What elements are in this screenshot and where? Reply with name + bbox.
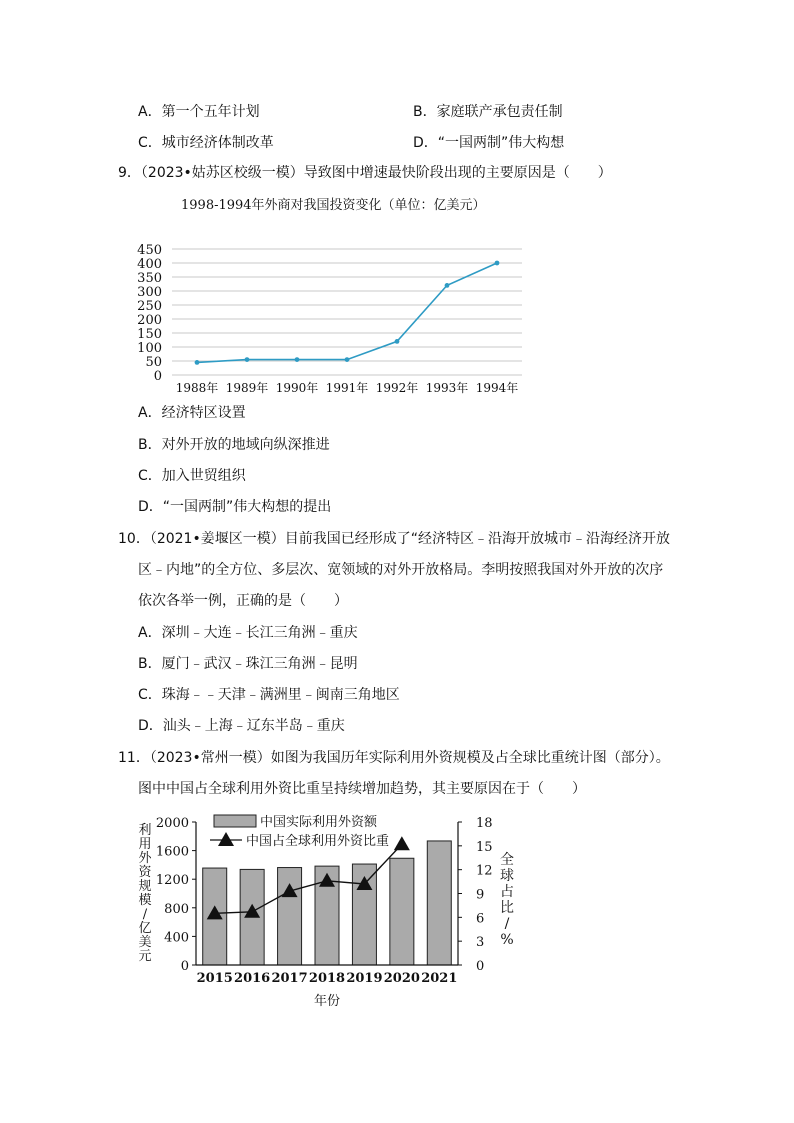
chart2-x-tick: 2016 xyxy=(234,971,271,986)
chart1-data-point xyxy=(295,357,300,362)
q8-option-b: B．家庭联产承包责任制 xyxy=(413,104,563,120)
q9-option-b: B．对外开放的地域向纵深推进 xyxy=(138,437,330,453)
chart1-data-point xyxy=(445,283,450,288)
chart1-y-tick: 150 xyxy=(137,327,162,342)
chart2-y-left-label-char: 利 xyxy=(138,823,152,838)
q9-option-d: D．“一国两制”伟大构想的提出 xyxy=(138,499,332,515)
chart2-triangle-marker xyxy=(394,836,410,850)
chart1-y-tick: 350 xyxy=(137,271,162,286)
chart2-y-left-label-char: 元 xyxy=(138,949,152,964)
chart1-y-tick: 200 xyxy=(137,313,162,328)
chart2-y-left-label-char: 亿 xyxy=(138,921,152,936)
chart1-y-tick: 250 xyxy=(137,299,162,314)
chart2-y-left-label-char: / xyxy=(142,907,148,922)
chart2-right-tick: 3 xyxy=(476,935,485,951)
chart2-left-tick: 1600 xyxy=(155,844,189,860)
chart2-right-tick: 9 xyxy=(476,887,485,903)
chart2-x-tick: 2017 xyxy=(271,971,308,986)
chart1-data-point xyxy=(245,357,250,362)
chart1-x-tick: 1989年 xyxy=(225,381,269,395)
chart2-x-tick: 2015 xyxy=(196,971,233,986)
chart2-y-left-label-char: 外 xyxy=(138,851,152,866)
chart1-data-point xyxy=(195,360,200,365)
q9-stem: 9．（2023•姑苏区校级一模）导致图中增速最快阶段出现的主要原因是（ ） xyxy=(118,165,612,181)
chart2-right-tick: 15 xyxy=(476,839,493,855)
chart1-y-tick: 100 xyxy=(137,341,162,356)
chart2-left-tick: 400 xyxy=(164,930,189,946)
chart2-y-right-label-char: 全 xyxy=(500,852,514,868)
chart2-bar xyxy=(278,868,302,965)
chart2-bar-line-chart xyxy=(130,810,540,1010)
q10-stem-line2: 区﹣内地”的全方位、多层次、宽领域的对外开放格局。李明按照我国对外开放的次序 xyxy=(138,562,664,578)
chart2-x-tick: 2021 xyxy=(421,971,458,986)
q8-option-c: C．城市经济体制改革 xyxy=(138,135,274,151)
q8-option-d: D．“一国两制”伟大构想 xyxy=(413,135,565,151)
chart2-x-tick: 2018 xyxy=(308,971,346,986)
chart2-right-tick: 6 xyxy=(476,911,485,927)
chart2-left-tick: 1200 xyxy=(155,873,189,889)
q8-option-a: A．第一个五年计划 xyxy=(138,104,260,120)
chart2-right-tick: 12 xyxy=(476,863,493,879)
chart1-y-tick: 50 xyxy=(145,355,162,370)
chart2-legend-bar-swatch xyxy=(214,815,256,827)
chart1-data-point xyxy=(345,357,350,362)
chart1-x-tick: 1988年 xyxy=(175,381,219,395)
chart1-y-tick: 0 xyxy=(153,369,162,384)
chart2-x-tick: 2019 xyxy=(346,971,383,986)
chart1-x-tick: 1994年 xyxy=(475,381,519,395)
chart2-legend-bar-label: 中国实际利用外资额 xyxy=(260,815,378,830)
chart2-left-tick: 0 xyxy=(180,959,189,974)
q9-option-c: C．加入世贸组织 xyxy=(138,468,246,484)
chart2-bar xyxy=(390,858,414,965)
q10-stem-line3: 依次各举一例，正确的是（ ） xyxy=(138,593,348,609)
chart2-y-right-label-char: 比 xyxy=(500,900,514,916)
chart1-x-tick: 1991年 xyxy=(325,381,369,395)
chart1-y-tick: 300 xyxy=(137,285,162,300)
chart2-bar xyxy=(427,841,451,965)
chart2-y-left-label-char: 美 xyxy=(138,935,152,950)
chart1-title: 1998-1994年外商对我国投资变化（单位：亿美元） xyxy=(181,198,486,213)
chart2-x-tick: 2020 xyxy=(383,971,420,986)
chart1-x-tick: 1990年 xyxy=(275,381,319,395)
chart2-x-label: 年份 xyxy=(313,994,341,1009)
chart2-left-tick: 800 xyxy=(164,901,189,917)
q10-option-d: D．汕头﹣上海﹣辽东半岛﹣重庆 xyxy=(138,718,345,734)
chart1-x-tick: 1992年 xyxy=(375,381,419,395)
q10-option-a: A．深圳﹣大连﹣长江三角洲﹣重庆 xyxy=(138,625,358,641)
chart2-y-left-label-char: 规 xyxy=(138,879,152,894)
chart2-right-tick: 0 xyxy=(476,959,485,974)
chart1-data-point xyxy=(495,261,500,266)
chart2-y-right-label-char: 占 xyxy=(500,884,514,900)
chart1-data-point xyxy=(395,339,400,344)
chart2-y-right-label-char: / xyxy=(504,916,510,932)
q11-stem-line2: 图中中国占全球利用外资比重呈持续增加趋势，其主要原因在于（ ） xyxy=(138,781,586,797)
q11-stem-line1: 11．（2023•常州一模）如图为我国历年实际利用外资规模及占全球比重统计图（部分）。 xyxy=(118,750,670,766)
chart2-legend-triangle xyxy=(218,832,234,846)
q10-stem-line1: 10．（2021•姜堰区一模）目前我国已经形成了“经济特区﹣沿海开放城市﹣沿海经济开放 xyxy=(118,531,670,547)
chart1-y-tick: 400 xyxy=(137,257,162,272)
q10-option-b: B．厦门﹣武汉﹣珠江三角洲﹣昆明 xyxy=(138,656,358,672)
chart1-x-tick: 1993年 xyxy=(425,381,469,395)
chart2-y-left-label-char: 用 xyxy=(138,837,152,852)
chart2-left-tick: 2000 xyxy=(155,816,189,831)
chart2-y-right-label-char: % xyxy=(500,932,514,948)
chart1-line-chart xyxy=(130,235,530,397)
chart2-y-left-label-char: 模 xyxy=(138,893,152,908)
q9-option-a: A．经济特区设置 xyxy=(138,405,246,421)
q10-option-c: C．珠海﹣﹣天津﹣满洲里﹣闽南三角地区 xyxy=(138,687,400,703)
chart1-y-tick: 450 xyxy=(137,243,162,258)
chart2-right-tick: 18 xyxy=(476,816,493,831)
chart2-legend-line-label: 中国占全球利用外资比重 xyxy=(246,834,390,849)
chart2-y-right-label-char: 球 xyxy=(500,868,514,884)
chart2-y-left-label-char: 资 xyxy=(138,865,152,880)
